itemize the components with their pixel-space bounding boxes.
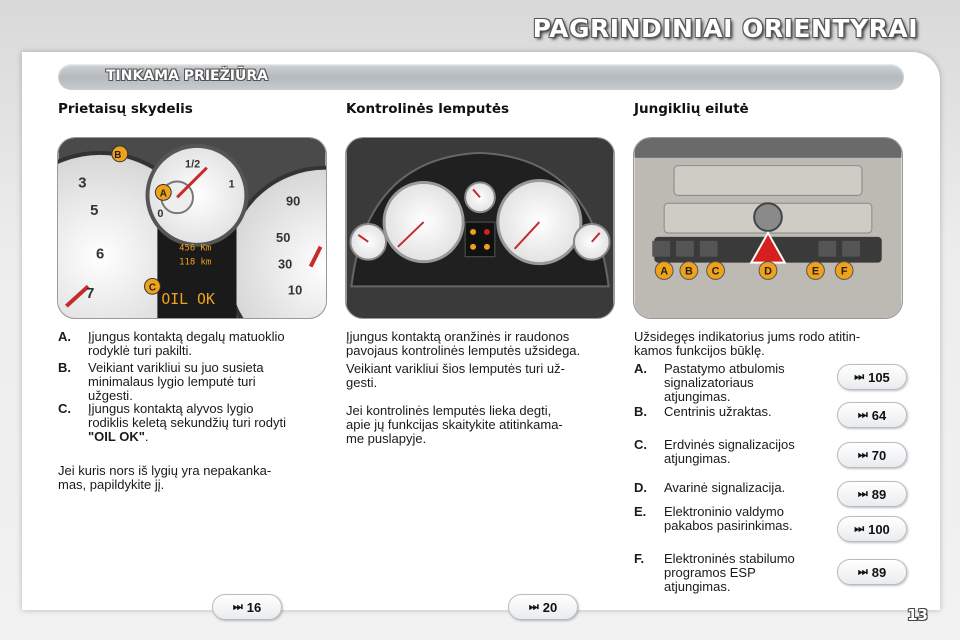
warning-paragraph-3 xyxy=(346,404,618,446)
instrument-cluster-illustration xyxy=(346,138,614,318)
instrument-panel-photo xyxy=(57,137,327,319)
svg-text:3: 3 xyxy=(78,175,87,192)
item-label: D. xyxy=(634,480,647,495)
heading-switch-panel: Jungiklių eilutė xyxy=(634,101,749,117)
section-title: TINKAMA PRIEŽIŪRA xyxy=(106,68,268,84)
warning-paragraph-2 xyxy=(346,362,618,390)
skip-arrow-icon: ⏭ xyxy=(857,565,866,578)
item-label: B. xyxy=(58,360,71,375)
item-text-line: rodyklė turi pakilti. xyxy=(88,343,193,358)
item-label: F. xyxy=(634,551,645,566)
oil-ok-display: OIL OK xyxy=(161,291,215,309)
item-text-line: atjungimas. xyxy=(664,579,731,594)
heading-instrument-panel: Prietaisų skydelis xyxy=(58,101,193,117)
item-text-line: minimalaus lygio lemputė turi xyxy=(88,374,256,389)
item-label: C. xyxy=(58,401,71,416)
svg-text:90: 90 xyxy=(285,193,301,209)
skip-arrow-icon: ⏭ xyxy=(857,487,866,500)
fuel-half-mark: 1/2 xyxy=(185,158,201,171)
ref-number: 89 xyxy=(871,564,887,580)
note-line: Jei kuris nors iš lygių yra nepakanka- xyxy=(58,463,272,478)
page-title: PAGRINDINIAI ORIENTYRAI xyxy=(532,14,918,43)
skip-arrow-icon: ⏭ xyxy=(528,600,537,613)
instrument-panel-illustration xyxy=(58,138,326,318)
switch-item-e xyxy=(634,505,824,535)
item-label: B. xyxy=(634,404,647,419)
page-ref-70[interactable] xyxy=(837,442,907,468)
skip-arrow-icon: ⏭ xyxy=(854,522,863,535)
switch-item-f xyxy=(634,552,824,596)
item-text-line: užgesti. xyxy=(88,388,133,403)
ref-number: 105 xyxy=(868,369,890,385)
ref-number: 100 xyxy=(868,521,890,537)
page-ref-105[interactable] xyxy=(837,364,907,390)
page-number: 13 xyxy=(907,606,928,624)
svg-text:10: 10 xyxy=(287,282,303,298)
item-text-line: programos ESP xyxy=(664,565,756,580)
item-label: A. xyxy=(634,361,647,376)
switch-label-b: B xyxy=(684,265,693,278)
ref-number: 89 xyxy=(871,486,887,502)
item-text-line: Avarinė signalizacija. xyxy=(664,480,786,495)
page-ref-16[interactable] xyxy=(212,594,282,620)
switch-item-d xyxy=(634,481,824,497)
switch-intro xyxy=(634,330,906,358)
skip-arrow-icon: ⏭ xyxy=(232,600,241,613)
skip-arrow-icon: ⏭ xyxy=(854,370,863,383)
page-ref-64[interactable] xyxy=(837,402,907,428)
switch-item-a xyxy=(634,362,824,406)
svg-text:30: 30 xyxy=(278,256,293,272)
item-label: C. xyxy=(634,437,647,452)
item-text-line: atjungimas. xyxy=(664,451,731,466)
item-text-line: atjungimas. xyxy=(664,389,731,404)
fuel-full-mark: 1 xyxy=(228,178,235,191)
note-line: mas, papildykite jį. xyxy=(58,477,165,492)
fuel-label-a: A xyxy=(159,188,167,200)
svg-text:5: 5 xyxy=(90,203,99,220)
svg-text:50: 50 xyxy=(276,229,291,245)
ref-number: 16 xyxy=(246,599,262,615)
ref-number: 64 xyxy=(871,407,887,423)
item-text-line: Veikiant varikliui su juo susieta xyxy=(88,360,264,375)
page-ref-89-a[interactable] xyxy=(837,481,907,507)
item-text-line: Elektroninės stabilumo xyxy=(664,551,795,566)
svg-text:7: 7 xyxy=(86,286,95,303)
skip-arrow-icon: ⏭ xyxy=(857,448,866,461)
paragraph-line: pavojaus kontrolinės lemputės užsidega. xyxy=(346,343,581,358)
svg-text:6: 6 xyxy=(96,246,105,263)
intro-line: kamos funkcijos būklę. xyxy=(634,343,765,358)
ref-number: 70 xyxy=(871,447,887,463)
item-text-line: Pastatymo atbulomis xyxy=(664,361,785,376)
item-label: A. xyxy=(58,329,71,344)
item-text-line: Centrinis užraktas. xyxy=(664,404,772,419)
item-label: E. xyxy=(634,504,647,519)
switch-item-b xyxy=(634,405,824,421)
fuel-empty-mark: 0 xyxy=(157,208,164,221)
oil-ok-text: "OIL OK" xyxy=(88,429,145,444)
skip-arrow-icon: ⏭ xyxy=(857,408,866,421)
paragraph-line: Veikiant varikliui šios lemputės turi už- xyxy=(346,361,565,376)
page-ref-100[interactable] xyxy=(837,516,907,542)
item-text-line: rodiklis keletą sekundžių turi rodyti xyxy=(88,415,286,430)
switch-item-c xyxy=(634,438,824,468)
switch-label-f: F xyxy=(840,265,848,278)
warning-lamps-photo xyxy=(345,137,615,319)
instrument-item-c xyxy=(58,402,328,446)
paragraph-line: apie jų funkcijas skaitykite atitinkama- xyxy=(346,417,563,432)
item-text-line: Įjungus kontaktą alyvos lygio xyxy=(88,401,254,416)
switch-label-e: E xyxy=(811,265,820,278)
fuel-label-b: B xyxy=(114,149,122,161)
page-ref-89-b[interactable] xyxy=(837,559,907,585)
item-text-line: Įjungus kontaktą degalų matuoklio xyxy=(88,329,285,344)
odometer-total: 456 Km xyxy=(179,243,212,254)
odometer-trip: 118 km xyxy=(179,257,212,268)
instrument-item-b xyxy=(58,361,328,405)
item-text-line: pakabos pasirinkimas. xyxy=(664,518,793,533)
item-text-tail: . xyxy=(144,429,149,444)
heading-warning-lamps: Kontrolinės lemputės xyxy=(346,101,510,117)
intro-line: Užsidegęs indikatorius jums rodo atitin- xyxy=(634,329,861,344)
instrument-item-a xyxy=(58,330,328,360)
page-ref-20[interactable] xyxy=(508,594,578,620)
switch-panel-photo xyxy=(633,137,903,319)
item-text-line: Elektroninio valdymo xyxy=(664,504,784,519)
paragraph-line: Įjungus kontaktą oranžinės ir raudonos xyxy=(346,329,570,344)
warning-paragraph-1 xyxy=(346,330,618,358)
ref-number: 20 xyxy=(542,599,558,615)
item-text-line: Erdvinės signalizacijos xyxy=(664,437,795,452)
switch-label-c: C xyxy=(711,265,720,278)
paragraph-line: gesti. xyxy=(346,375,378,390)
paragraph-line: Jei kontrolinės lemputės lieka degti, xyxy=(346,403,552,418)
instrument-note xyxy=(58,464,330,492)
switch-label-a: A xyxy=(660,265,669,278)
paragraph-line: me puslapyje. xyxy=(346,431,427,446)
switch-panel-illustration xyxy=(634,138,902,318)
switch-label-d: D xyxy=(764,265,772,278)
oil-label-c: C xyxy=(148,282,157,294)
item-text-line: signalizatoriaus xyxy=(664,375,754,390)
